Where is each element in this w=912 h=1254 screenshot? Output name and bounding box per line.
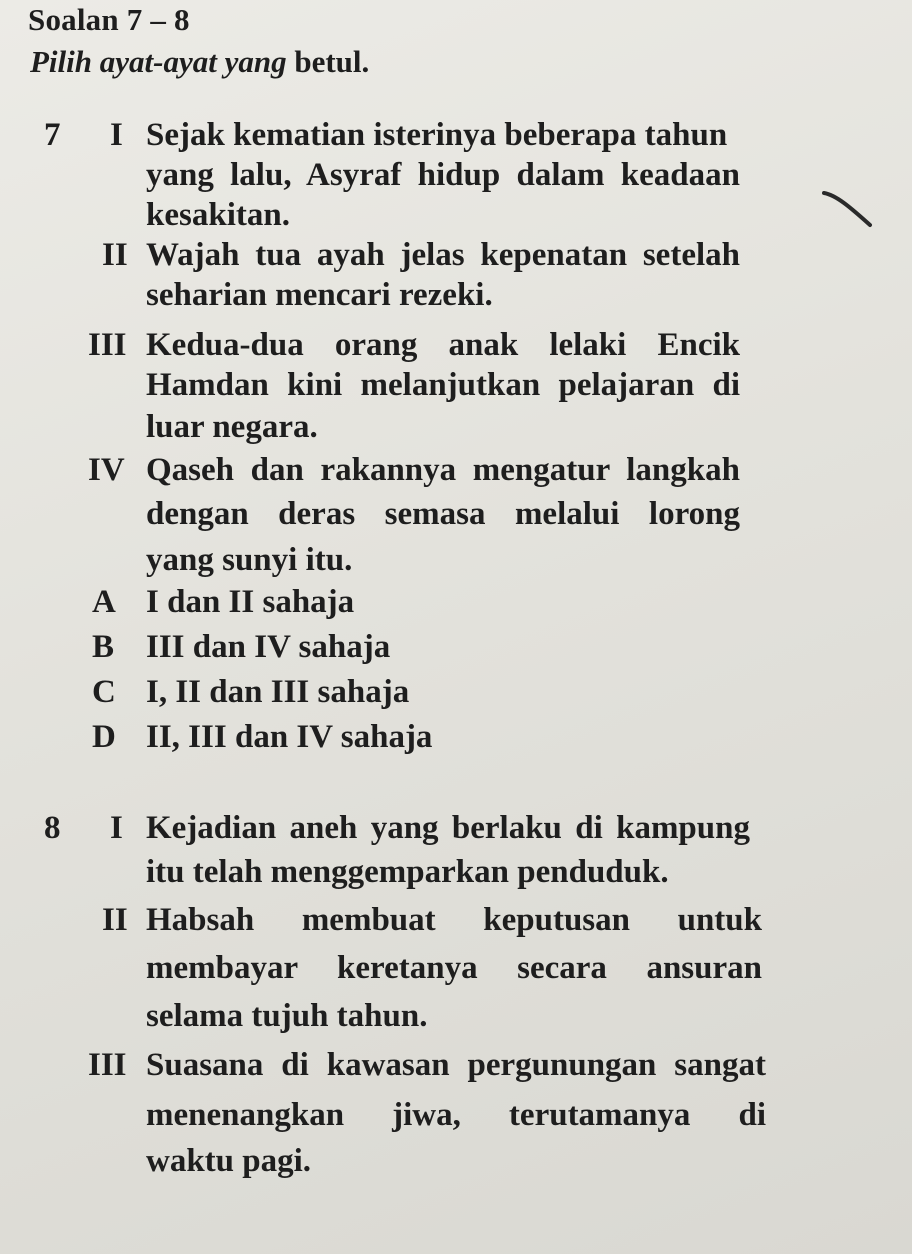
q7-option-b-text: III dan IV sahaja	[146, 629, 391, 665]
instruction	[30, 44, 369, 80]
q7-statement-iv-line-1: Qaseh dan rakannya mengatur langkah	[146, 452, 740, 488]
q8-statement-ii-line-2: membayar keretanya secara ansuran	[146, 950, 762, 986]
q8-statement-iii-line-2: menenangkan jiwa, terutamanya di	[146, 1097, 766, 1133]
q7-option-b-letter: B	[92, 629, 115, 665]
q8-statement-iii-numeral: III	[88, 1047, 127, 1083]
q8-statement-i-line-1: Kejadian aneh yang berlaku di kampung	[146, 810, 750, 846]
q7-statement-iii-numeral: III	[88, 327, 127, 363]
instruction-italic: Pilih ayat-ayat yang	[30, 44, 287, 79]
q7-statement-iii-line-3: luar negara.	[146, 409, 318, 445]
q7-option-c-text: I, II dan III sahaja	[146, 674, 410, 710]
question-7-number: 7	[44, 117, 61, 153]
q8-statement-iii-line-1: Suasana di kawasan pergunungan sangat	[146, 1047, 766, 1083]
q7-statement-iii-line-2: Hamdan kini melanjutkan pelajaran di	[146, 367, 740, 403]
q7-statement-i-line-1: Sejak kematian isterinya beberapa tahun	[146, 117, 728, 153]
q7-statement-i-numeral: I	[110, 117, 123, 153]
q8-statement-i-line-2: itu telah menggemparkan penduduk.	[146, 854, 669, 890]
q7-statement-ii-numeral: II	[102, 237, 128, 273]
q7-statement-iv-numeral: IV	[88, 452, 125, 488]
q7-option-d-text: II, III dan IV sahaja	[146, 719, 433, 755]
q7-option-d-letter: D	[92, 719, 116, 755]
q7-option-c-letter: C	[92, 674, 116, 710]
q7-statement-iv-line-3: yang sunyi itu.	[146, 542, 353, 578]
q8-statement-ii-numeral: II	[102, 902, 128, 938]
q7-statement-ii-line-1: Wajah tua ayah jelas kepenatan setelah	[146, 237, 740, 273]
q8-statement-i-numeral: I	[110, 810, 123, 846]
section-title: Soalan 7 – 8	[28, 2, 190, 37]
q7-statement-iv-line-2: dengan deras semasa melalui lorong	[146, 496, 740, 532]
q7-option-a-letter: A	[92, 584, 116, 620]
question-8-number: 8	[44, 810, 61, 846]
q7-statement-ii-line-2: seharian mencari rezeki.	[146, 277, 493, 313]
q7-statement-i-line-2: yang lalu, Asyraf hidup dalam keadaan	[146, 157, 740, 193]
q8-statement-iii-line-3: waktu pagi.	[146, 1143, 312, 1179]
instruction-bold: betul.	[294, 44, 370, 79]
q7-option-a-text: I dan II sahaja	[146, 584, 355, 620]
q7-statement-i-line-3: kesakitan.	[146, 197, 290, 233]
pencil-mark-icon	[822, 185, 882, 235]
q8-statement-ii-line-1: Habsah membuat keputusan untuk	[146, 902, 762, 938]
q8-statement-ii-line-3: selama tujuh tahun.	[146, 998, 428, 1034]
q7-statement-iii-line-1: Kedua-dua orang anak lelaki Encik	[146, 327, 740, 363]
